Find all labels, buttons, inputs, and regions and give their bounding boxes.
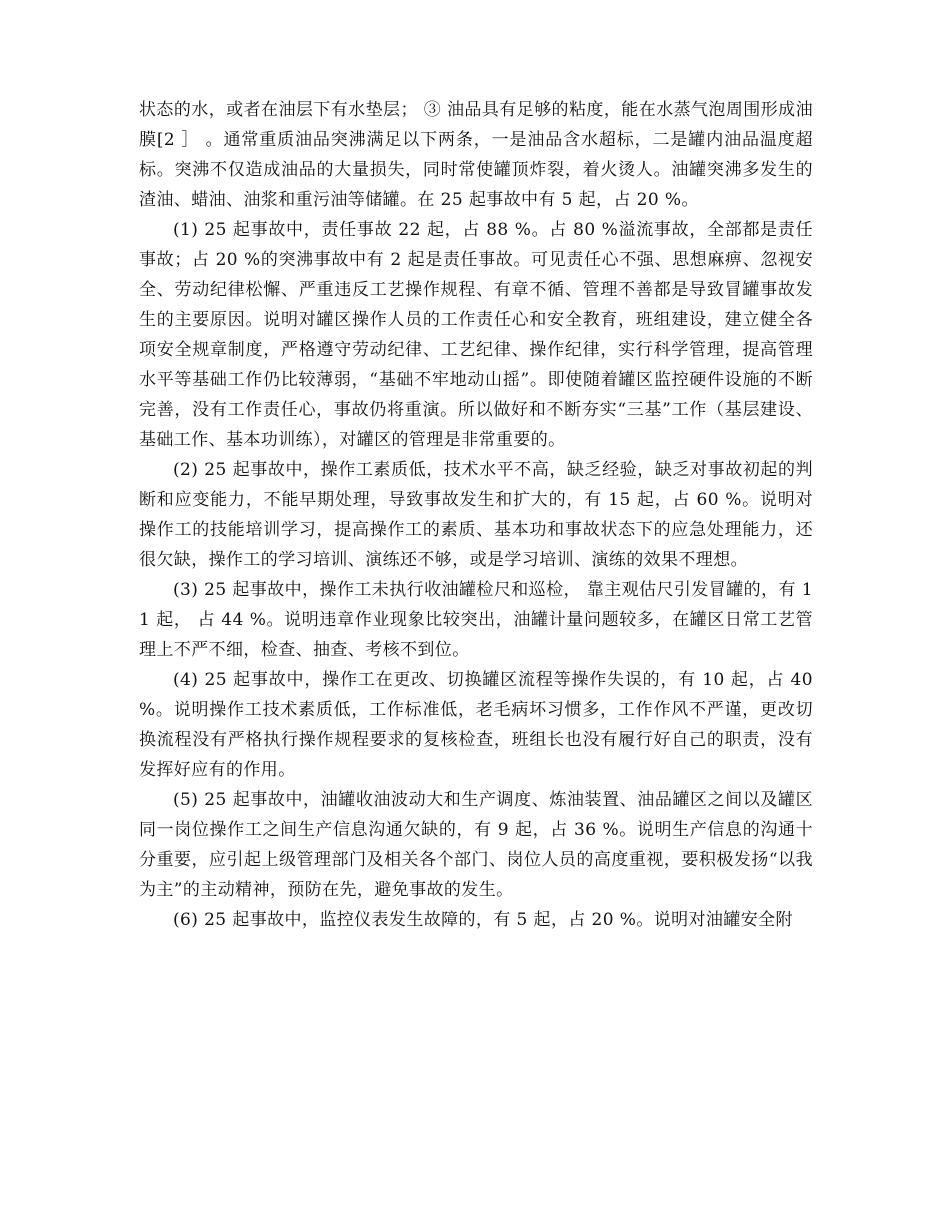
- paragraph-item-4: (4) 25 起事故中，操作工在更改、切换罐区流程等操作失误的，有 10 起，占 40 %。说明操作工技术素质低，工作标准低，老毛病坏习惯多，工作作风不严谨，更改切换流程没有严格执行操作规程要求的复核检查，班组长也没有履行好自己的职责，没有发挥好应有的作用。: [139, 670, 813, 780]
- paragraph-item-1: (1) 25 起事故中，责任事故 22 起，占 88 %。占 80 %溢流事故，全部都是责任事故；占 20 %的突沸事故中有 2 起是责任事故。可见责任心不强、思想麻痹、忽视安全、劳动纪律松懈、严重违反工艺操作规程、有章不循、管理不善都是导致冒罐事故发生的主要原因。说明对罐区操作人员的工作责任心和安全教育，班组建设，建立健全各项安全规章制度，严格遵守劳动纪律、工艺纪律、操作纪律，实行科学管理，提高管理水平等基础工作仍比较薄弱，“基础不牢地动山摇”。即使随着罐区监控硬件设施的不断完善，没有工作责任心，事故仍将重演。所以做好和不断夯实“三基”工作（基层建设、基础工作、基本功训练），对罐区的管理是非常重要的。: [139, 220, 813, 450]
- body-text: [139, 95, 813, 935]
- paragraph-item-2: (2) 25 起事故中，操作工素质低，技术水平不高，缺乏经验，缺乏对事故初起的判断和应变能力，不能早期处理，导致事故发生和扩大的，有 15 起，占 60 %。说明对操作工的技能培训学习，提高操作工的素质、基本功和事故状态下的应急处理能力，还很欠缺，操作工的学习培训、演练还不够，或是学习培训、演练的效果不理想。: [139, 460, 813, 570]
- paragraph-item-6: (6) 25 起事故中，监控仪表发生故障的，有 5 起，占 20 %。说明对油罐安全附: [173, 910, 793, 930]
- paragraph-item-3: (3) 25 起事故中，操作工未执行收油罐检尺和巡检， 靠主观估尺引发冒罐的，有 11 起， 占 44 %。说明违章作业现象比较突出，油罐计量问题较多，在罐区日常工艺管理上不严不细，检查、抽查、考核不到位。: [139, 580, 813, 660]
- paragraph-continuation: 状态的水，或者在油层下有水垫层； ③ 油品具有足够的粘度，能在水蒸气泡周围形成油膜[2 ］ 。通常重质油品突沸满足以下两条，一是油品含水超标，二是罐内油品温度超标。突沸不仅造成油品的大量损失，同时常使罐顶炸裂，着火烫人。油罐突沸多发生的渣油、蜡油、油浆和重污油等储罐。在 25 起事故中有 5 起，占 20 %。: [139, 100, 813, 210]
- paragraph-item-5: (5) 25 起事故中，油罐收油波动大和生产调度、炼油装置、油品罐区之间以及罐区同一岗位操作工之间生产信息沟通欠缺的，有 9 起，占 36 %。说明生产信息的沟通十分重要，应引起上级管理部门及相关各个部门、岗位人员的高度重视，要积极发扬“以我为主”的主动精神，预防在先，避免事故的发生。: [139, 790, 813, 900]
